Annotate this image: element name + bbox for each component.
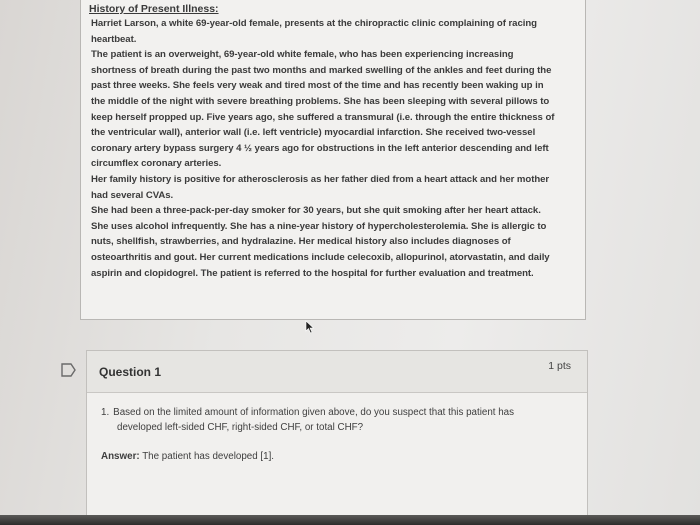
case-paragraph-line: the middle of the night with severe breathing problems. She has been sleeping with several pillows to xyxy=(91,95,550,107)
question-text-line-2: developed left-sided CHF, right-sided CHF, or total CHF? xyxy=(117,422,364,433)
case-paragraph-line: She uses alcohol infrequently. She has a nine-year history of hypercholesterolemia. She is allergic to xyxy=(91,220,547,232)
flag-page-icon[interactable] xyxy=(60,362,78,378)
question-text-1: Based on the limited amount of information given above, do you suspect that this patient has xyxy=(113,407,515,418)
case-paragraph-line: past three weeks. She feels very weak and tired most of the time and has recently been waking up in xyxy=(91,80,544,92)
question-points: 1 pts xyxy=(548,360,571,372)
case-paragraph-line: heartbeat. xyxy=(91,33,137,45)
case-paragraph-line: circumflex coronary arteries. xyxy=(91,158,222,170)
case-paragraph-line: osteoarthritis and gout. Her current medications include celecoxib, allopurinol, atorvastatin, and daily xyxy=(91,251,550,263)
question-number: 1. xyxy=(101,407,110,418)
screen-bezel xyxy=(0,515,700,525)
case-paragraph-line: nuts, shellfish, strawberries, and hydralazine. Her medical history also includes diagnoses of xyxy=(91,236,511,248)
case-history-panel xyxy=(80,0,586,320)
question-card xyxy=(86,350,588,525)
mouse-cursor-icon xyxy=(305,320,315,334)
question-header xyxy=(87,351,587,393)
case-paragraph-line: She had been a three-pack-per-day smoker for 30 years, but she quit smoking after her heart attack. xyxy=(91,205,541,217)
case-paragraph-line: keep herself propped up. Five years ago, she suffered a transmural (i.e. through the entire thickness of xyxy=(91,111,555,123)
case-paragraph-line: The patient is an overweight, 69-year-old white female, who has been experiencing increasing xyxy=(91,49,514,61)
history-heading: History of Present Illness: xyxy=(89,3,219,15)
case-paragraph-line: Harriet Larson, a white 69-year-old female, presents at the chiropractic clinic complaining of racing xyxy=(91,18,537,29)
case-paragraph-line: shortness of breath during the past two months and marked swelling of the ankles and feet during the xyxy=(91,64,552,76)
case-paragraphs xyxy=(91,16,575,281)
case-paragraph-line: had several CVAs. xyxy=(91,189,174,201)
question-text-line-1 xyxy=(101,405,587,420)
case-paragraph-line: aspirin and clopidogrel. The patient is referred to the hospital for further evaluation and treatment. xyxy=(91,267,534,279)
case-paragraph-line: the ventricular wall), anterior wall (i.e. left ventricle) myocardial infarction. She received two-vessel xyxy=(91,127,536,139)
answer-text[interactable]: The patient has developed [1]. xyxy=(142,451,275,462)
case-paragraph-line: Her family history is positive for atherosclerosis as her father died from a heart attack and her mother xyxy=(91,173,550,185)
question-body xyxy=(87,393,587,462)
question-title: Question 1 xyxy=(99,365,162,379)
case-paragraph-line: coronary artery bypass surgery 4 ½ years ago for obstructions in the left anterior descending and left xyxy=(91,142,549,154)
answer-label: Answer: xyxy=(101,451,140,462)
answer-line xyxy=(101,451,587,462)
